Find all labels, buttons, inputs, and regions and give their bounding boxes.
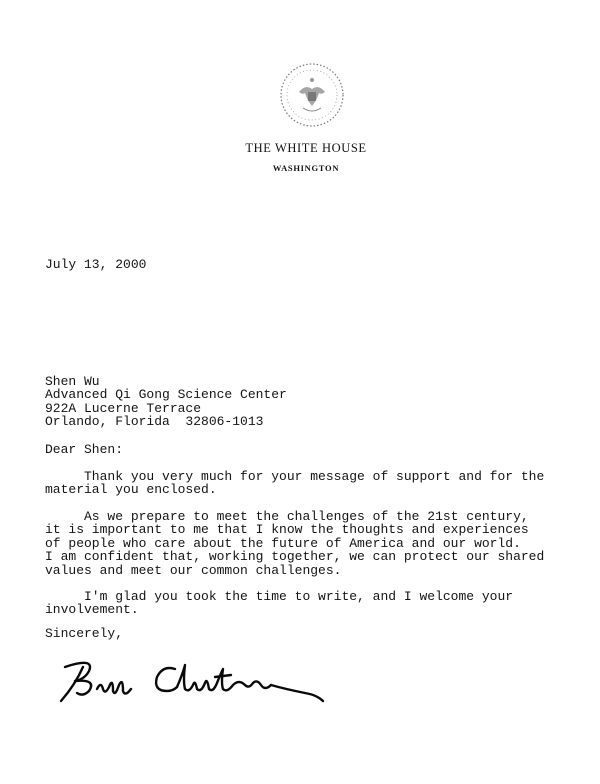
letter-date: July 13, 2000 (45, 257, 147, 272)
letterhead-subtitle: WASHINGTON (272, 163, 340, 173)
recipient-organization: Advanced Qi Gong Science Center (45, 387, 287, 403)
recipient-street: 922A Lucerne Terrace (45, 400, 202, 416)
recipient-address (45, 375, 287, 429)
body-paragraph-1: Thank you very much for your message of support and for the material you enclosed. (45, 469, 545, 498)
letterhead-title: THE WHITE HOUSE (245, 141, 367, 155)
presidential-seal-icon (279, 62, 345, 128)
salutation: Dear Shen: (45, 442, 124, 457)
body-paragraph-3: I'm glad you took the time to write, and I welcome your involvement. (45, 589, 514, 618)
handwritten-signature (55, 655, 335, 715)
recipient-name: Shen Wu (45, 374, 100, 389)
recipient-city: Orlando, Florida 32806-1013 (45, 414, 264, 430)
closing: Sincerely, (45, 626, 124, 641)
body-paragraph-2: As we prepare to meet the challenges of the 21st century, it is important to me that I know the thoughts and experiences of people who care about the future of America and our world. I am confident that, working together, we can protect our shared values and meet our common challenges. (45, 509, 545, 578)
